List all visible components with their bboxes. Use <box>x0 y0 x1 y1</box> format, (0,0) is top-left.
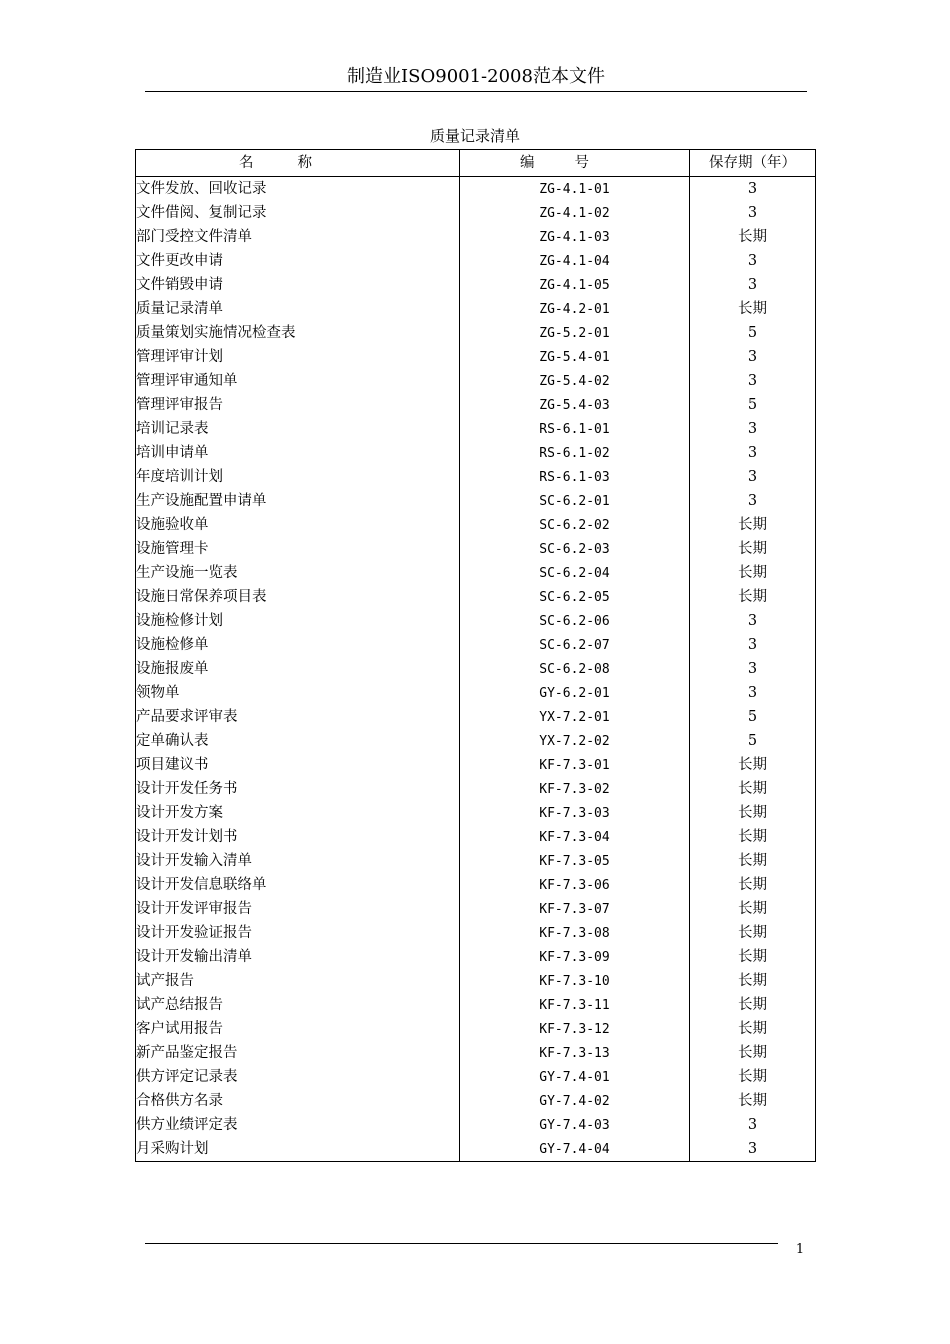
table-row <box>136 441 816 465</box>
page-header <box>145 64 807 92</box>
record-name: 领物单 <box>136 681 460 705</box>
record-code: KF-7.3-13 <box>460 1041 690 1065</box>
record-retention-period: 3 <box>690 369 816 393</box>
record-code: ZG-5.4-03 <box>460 393 690 417</box>
record-retention-period: 3 <box>690 177 816 202</box>
record-name: 新产品鉴定报告 <box>136 1041 460 1065</box>
record-retention-period: 3 <box>690 1113 816 1137</box>
record-retention-period: 5 <box>690 705 816 729</box>
record-name: 供方业绩评定表 <box>136 1113 460 1137</box>
record-code: ZG-5.2-01 <box>460 321 690 345</box>
record-retention-period: 长期 <box>690 561 816 585</box>
record-code: GY-7.4-01 <box>460 1065 690 1089</box>
record-name: 产品要求评审表 <box>136 705 460 729</box>
record-name: 管理评审报告 <box>136 393 460 417</box>
record-name: 设计开发计划书 <box>136 825 460 849</box>
record-retention-period: 3 <box>690 465 816 489</box>
table-row <box>136 513 816 537</box>
table-row <box>136 201 816 225</box>
record-name: 设施检修单 <box>136 633 460 657</box>
table-row <box>136 177 816 202</box>
record-name: 合格供方名录 <box>136 1089 460 1113</box>
record-retention-period: 3 <box>690 249 816 273</box>
record-name: 设施验收单 <box>136 513 460 537</box>
record-name: 试产总结报告 <box>136 993 460 1017</box>
record-code: ZG-4.1-03 <box>460 225 690 249</box>
table-row <box>136 417 816 441</box>
table-row <box>136 921 816 945</box>
footer-rule <box>145 1243 778 1244</box>
record-retention-period: 长期 <box>690 585 816 609</box>
table-row <box>136 465 816 489</box>
record-retention-period: 长期 <box>690 921 816 945</box>
table-row <box>136 585 816 609</box>
record-retention-period: 3 <box>690 441 816 465</box>
record-retention-period: 3 <box>690 201 816 225</box>
record-name: 设施检修计划 <box>136 609 460 633</box>
record-name: 文件借阅、复制记录 <box>136 201 460 225</box>
record-name: 培训申请单 <box>136 441 460 465</box>
table-row <box>136 609 816 633</box>
record-retention-period: 3 <box>690 273 816 297</box>
record-name: 质量记录清单 <box>136 297 460 321</box>
quality-records-table <box>135 149 816 1162</box>
record-name: 设计开发输入清单 <box>136 849 460 873</box>
record-name: 设计开发输出清单 <box>136 945 460 969</box>
record-name: 设施报废单 <box>136 657 460 681</box>
record-retention-period: 5 <box>690 729 816 753</box>
record-code: KF-7.3-09 <box>460 945 690 969</box>
record-code: SC-6.2-07 <box>460 633 690 657</box>
table-row <box>136 489 816 513</box>
table-row <box>136 657 816 681</box>
record-code: KF-7.3-02 <box>460 777 690 801</box>
record-retention-period: 长期 <box>690 537 816 561</box>
record-retention-period: 长期 <box>690 1041 816 1065</box>
record-name: 管理评审计划 <box>136 345 460 369</box>
record-retention-period: 3 <box>690 345 816 369</box>
record-code: SC-6.2-01 <box>460 489 690 513</box>
table-row <box>136 249 816 273</box>
record-retention-period: 长期 <box>690 873 816 897</box>
record-retention-period: 3 <box>690 633 816 657</box>
table-row <box>136 273 816 297</box>
record-code: GY-7.4-04 <box>460 1137 690 1162</box>
record-name: 项目建议书 <box>136 753 460 777</box>
table-row <box>136 969 816 993</box>
record-retention-period: 长期 <box>690 513 816 537</box>
column-header-name: 名称 <box>136 150 460 177</box>
record-retention-period: 长期 <box>690 897 816 921</box>
record-code: KF-7.3-05 <box>460 849 690 873</box>
table-row <box>136 393 816 417</box>
record-name: 月采购计划 <box>136 1137 460 1162</box>
record-retention-period: 长期 <box>690 825 816 849</box>
record-code: GY-6.2-01 <box>460 681 690 705</box>
record-code: RS-6.1-02 <box>460 441 690 465</box>
record-name: 部门受控文件清单 <box>136 225 460 249</box>
table-row <box>136 321 816 345</box>
document-title: 质量记录清单 <box>429 127 520 145</box>
record-code: SC-6.2-04 <box>460 561 690 585</box>
table-row <box>136 369 816 393</box>
record-name: 文件发放、回收记录 <box>136 177 460 202</box>
table-row <box>136 825 816 849</box>
record-code: KF-7.3-06 <box>460 873 690 897</box>
record-retention-period: 长期 <box>690 753 816 777</box>
table-row <box>136 633 816 657</box>
record-retention-period: 长期 <box>690 1017 816 1041</box>
record-name: 生产设施一览表 <box>136 561 460 585</box>
table-body <box>136 177 816 1162</box>
record-code: ZG-4.1-05 <box>460 273 690 297</box>
record-name: 试产报告 <box>136 969 460 993</box>
record-code: SC-6.2-08 <box>460 657 690 681</box>
record-retention-period: 3 <box>690 1137 816 1162</box>
record-name: 设计开发验证报告 <box>136 921 460 945</box>
page-header-text: 制造业ISO9001-2008范本文件 <box>347 66 605 87</box>
record-code: ZG-5.4-01 <box>460 345 690 369</box>
record-name: 管理评审通知单 <box>136 369 460 393</box>
record-name: 培训记录表 <box>136 417 460 441</box>
record-name: 生产设施配置申请单 <box>136 489 460 513</box>
table-row <box>136 729 816 753</box>
record-code: KF-7.3-07 <box>460 897 690 921</box>
record-retention-period: 3 <box>690 609 816 633</box>
record-name: 定单确认表 <box>136 729 460 753</box>
table-row <box>136 897 816 921</box>
record-code: SC-6.2-05 <box>460 585 690 609</box>
record-code: ZG-4.1-04 <box>460 249 690 273</box>
record-code: ZG-4.1-02 <box>460 201 690 225</box>
record-code: GY-7.4-03 <box>460 1113 690 1137</box>
record-code: SC-6.2-06 <box>460 609 690 633</box>
record-name: 文件更改申请 <box>136 249 460 273</box>
table-row <box>136 777 816 801</box>
table-row <box>136 537 816 561</box>
table-row <box>136 1041 816 1065</box>
record-retention-period: 5 <box>690 321 816 345</box>
table-row <box>136 705 816 729</box>
record-retention-period: 3 <box>690 489 816 513</box>
table-row <box>136 801 816 825</box>
record-name: 年度培训计划 <box>136 465 460 489</box>
table-row <box>136 681 816 705</box>
table-row <box>136 993 816 1017</box>
table-row <box>136 561 816 585</box>
table-header-row <box>136 150 816 177</box>
record-retention-period: 长期 <box>690 969 816 993</box>
record-retention-period: 3 <box>690 681 816 705</box>
record-name: 设施管理卡 <box>136 537 460 561</box>
record-retention-period: 长期 <box>690 777 816 801</box>
table-row <box>136 297 816 321</box>
table-row <box>136 1017 816 1041</box>
table-row <box>136 1137 816 1162</box>
table-row <box>136 1089 816 1113</box>
record-name: 设计开发评审报告 <box>136 897 460 921</box>
record-code: KF-7.3-11 <box>460 993 690 1017</box>
record-code: KF-7.3-12 <box>460 1017 690 1041</box>
record-code: KF-7.3-01 <box>460 753 690 777</box>
record-code: KF-7.3-10 <box>460 969 690 993</box>
table-row <box>136 225 816 249</box>
table-row <box>136 945 816 969</box>
table-row <box>136 1065 816 1089</box>
record-retention-period: 长期 <box>690 225 816 249</box>
record-name: 设施日常保养项目表 <box>136 585 460 609</box>
record-code: KF-7.3-03 <box>460 801 690 825</box>
record-retention-period: 长期 <box>690 801 816 825</box>
record-code: GY-7.4-02 <box>460 1089 690 1113</box>
record-name: 设计开发信息联络单 <box>136 873 460 897</box>
page-number: 1 <box>795 1242 805 1257</box>
record-name: 设计开发任务书 <box>136 777 460 801</box>
record-retention-period: 5 <box>690 393 816 417</box>
record-code: RS-6.1-01 <box>460 417 690 441</box>
record-code: KF-7.3-04 <box>460 825 690 849</box>
record-code: ZG-5.4-02 <box>460 369 690 393</box>
record-retention-period: 3 <box>690 657 816 681</box>
record-code: RS-6.1-03 <box>460 465 690 489</box>
record-name: 设计开发方案 <box>136 801 460 825</box>
record-name: 文件销毁申请 <box>136 273 460 297</box>
record-code: KF-7.3-08 <box>460 921 690 945</box>
record-retention-period: 长期 <box>690 849 816 873</box>
table-row <box>136 345 816 369</box>
table-row <box>136 1113 816 1137</box>
column-header-code: 编号 <box>460 150 690 177</box>
record-code: SC-6.2-02 <box>460 513 690 537</box>
table-row <box>136 753 816 777</box>
record-name: 供方评定记录表 <box>136 1065 460 1089</box>
record-retention-period: 长期 <box>690 945 816 969</box>
record-code: ZG-4.2-01 <box>460 297 690 321</box>
record-name: 质量策划实施情况检查表 <box>136 321 460 345</box>
record-name: 客户试用报告 <box>136 1017 460 1041</box>
record-code: ZG-4.1-01 <box>460 177 690 202</box>
table-row <box>136 873 816 897</box>
record-retention-period: 长期 <box>690 993 816 1017</box>
record-code: YX-7.2-01 <box>460 705 690 729</box>
record-retention-period: 3 <box>690 417 816 441</box>
record-code: YX-7.2-02 <box>460 729 690 753</box>
table-row <box>136 849 816 873</box>
column-header-period: 保存期（年） <box>690 150 816 177</box>
record-retention-period: 长期 <box>690 297 816 321</box>
record-code: SC-6.2-03 <box>460 537 690 561</box>
record-retention-period: 长期 <box>690 1065 816 1089</box>
record-retention-period: 长期 <box>690 1089 816 1113</box>
